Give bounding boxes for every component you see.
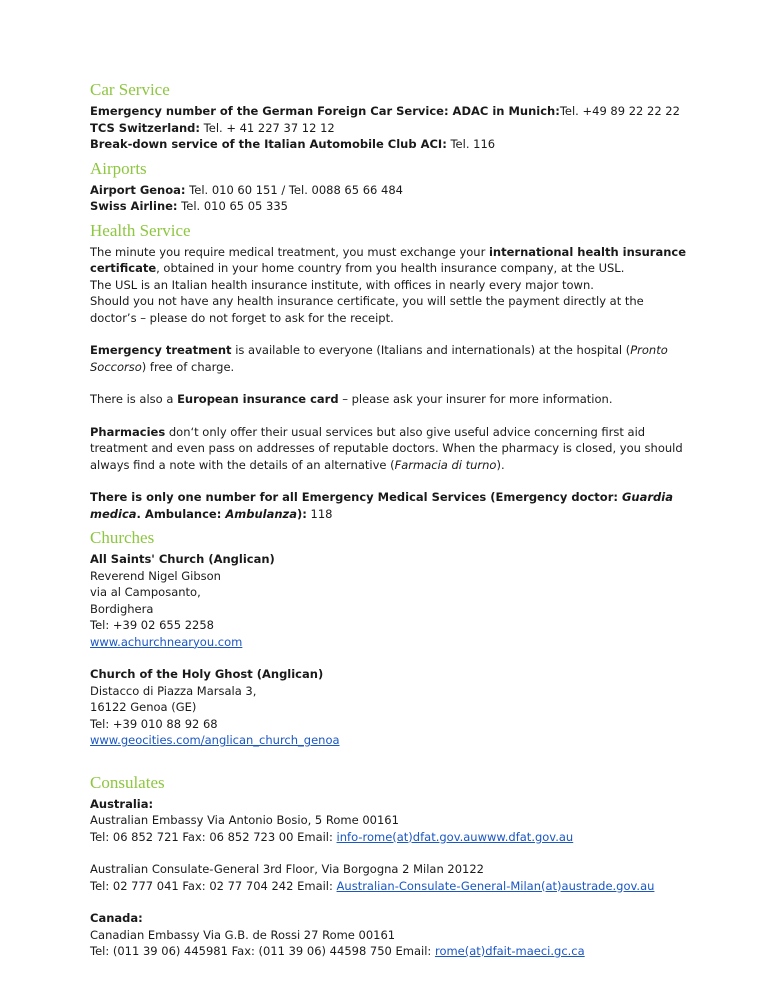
section-airports [90,159,690,215]
airport-line: Airport Genoa: Tel. 010 60 151 / Tel. 0088 65 66 484 [90,182,403,197]
consulate-address: Australian Embassy Via Antonio Bosio, 5 Rome 00161 [90,813,399,827]
church-address-line: Reverend Nigel Gibson [90,568,221,583]
health-paragraph-4: Pharmacies don‘t only offer their usual services but also give useful advice concerning first aid treatment and even pass on addresses of reputable doctors. When the pharmacy is closed, you should always find a note with the details of an alternative (Farmacia di turno). [90,424,683,472]
consulate-email-link[interactable]: rome(at)dfait-maeci.gc.ca [434,944,585,958]
car-service-line: Emergency number of the German Foreign Car Service: ADAC in Munich:Tel. +49 89 22 22 22 [90,104,680,118]
church-address-line: Distacco di Piazza Marsala 3, [90,683,257,698]
consulate-contact: Tel: 06 852 721 Fax: 06 852 723 00 Email: info-rome(at)dfat.gov.auwww.dfat.gov.au [90,829,574,844]
car-service-line: Break-down service of the Italian Automobile Club ACI: Tel. 116 [90,137,496,151]
section-churches [90,528,690,749]
consulate-address: Canadian Embassy Via G.B. de Rossi 27 Rome 00161 [90,927,396,942]
country-label: Canada: [90,911,143,925]
section-health-service [90,221,690,523]
church-phone: Tel: +39 010 88 92 68 [90,716,218,731]
church-address-line: Bordighera [90,601,154,616]
consulates-heading: Consulates [90,772,165,792]
airport-line: Swiss Airline: Tel. 010 65 05 335 [90,199,288,213]
car-service-heading: Car Service [90,80,170,99]
health-paragraph-3: There is also a European insurance card – please ask your insurer for more information. [90,392,613,406]
consulate-contact: Tel: (011 39 06) 445981 Fax: (011 39 06) 44598 750 Email: rome(at)dfait-maeci.gc.ca [90,944,585,958]
car-service-line: TCS Switzerland: Tel. + 41 227 37 12 12 [90,120,335,135]
consulate-address: Australian Consulate-General 3rd Floor, Via Borgogna 2 Milan 20122 [90,862,484,876]
health-service-heading: Health Service [90,220,191,240]
church-name: All Saints' Church (Anglican) [90,552,275,566]
airports-heading: Airports [90,158,147,178]
section-car-service [90,80,690,153]
health-paragraph-2: Emergency treatment is available to everyone (Italians and internationals) at the hospital (Pronto Soccorso) free of charge. [90,343,668,374]
document-page [90,80,690,966]
consulate-email-link[interactable]: Australian-Consulate-General-Milan(at)austrade.gov.au [336,878,655,893]
churches-heading: Churches [90,528,155,547]
church-website-link[interactable]: www.geocities.com/anglican_church_genoa [90,733,340,747]
church-phone: Tel: +39 02 655 2258 [90,618,214,632]
church-website-link[interactable]: www.achurchnearyou.com [90,634,243,649]
section-consulates [90,773,690,960]
consulate-email-link[interactable]: info-rome(at)dfat.gov.auwww.dfat.gov.au [336,829,574,844]
consulate-contact: Tel: 02 777 041 Fax: 02 77 704 242 Email: Australian-Consulate-General-Milan(at)austrade.gov.au [90,878,655,893]
church-address-line: via al Camposanto, [90,585,201,599]
health-paragraph-1-line-3: Should you not have any health insurance certificate, you will settle the payment directly at the doctor’s – please do not forget to ask for the receipt. [90,294,644,325]
health-paragraph-1: The minute you require medical treatment, you must exchange your international health insurance certificate, obtained in your home country from you health insurance company, at the USL. [90,244,687,275]
country-label: Australia: [90,796,154,811]
church-name: Church of the Holy Ghost (Anglican) [90,667,324,681]
church-address-line: 16122 Genoa (GE) [90,700,197,714]
health-paragraph-1-line-2: The USL is an Italian health insurance institute, with offices in nearly every major town. [90,277,594,292]
health-paragraph-5: There is only one number for all Emergency Medical Services (Emergency doctor: Guardia medica. Ambulance: Ambulanza): 118 [90,490,673,521]
